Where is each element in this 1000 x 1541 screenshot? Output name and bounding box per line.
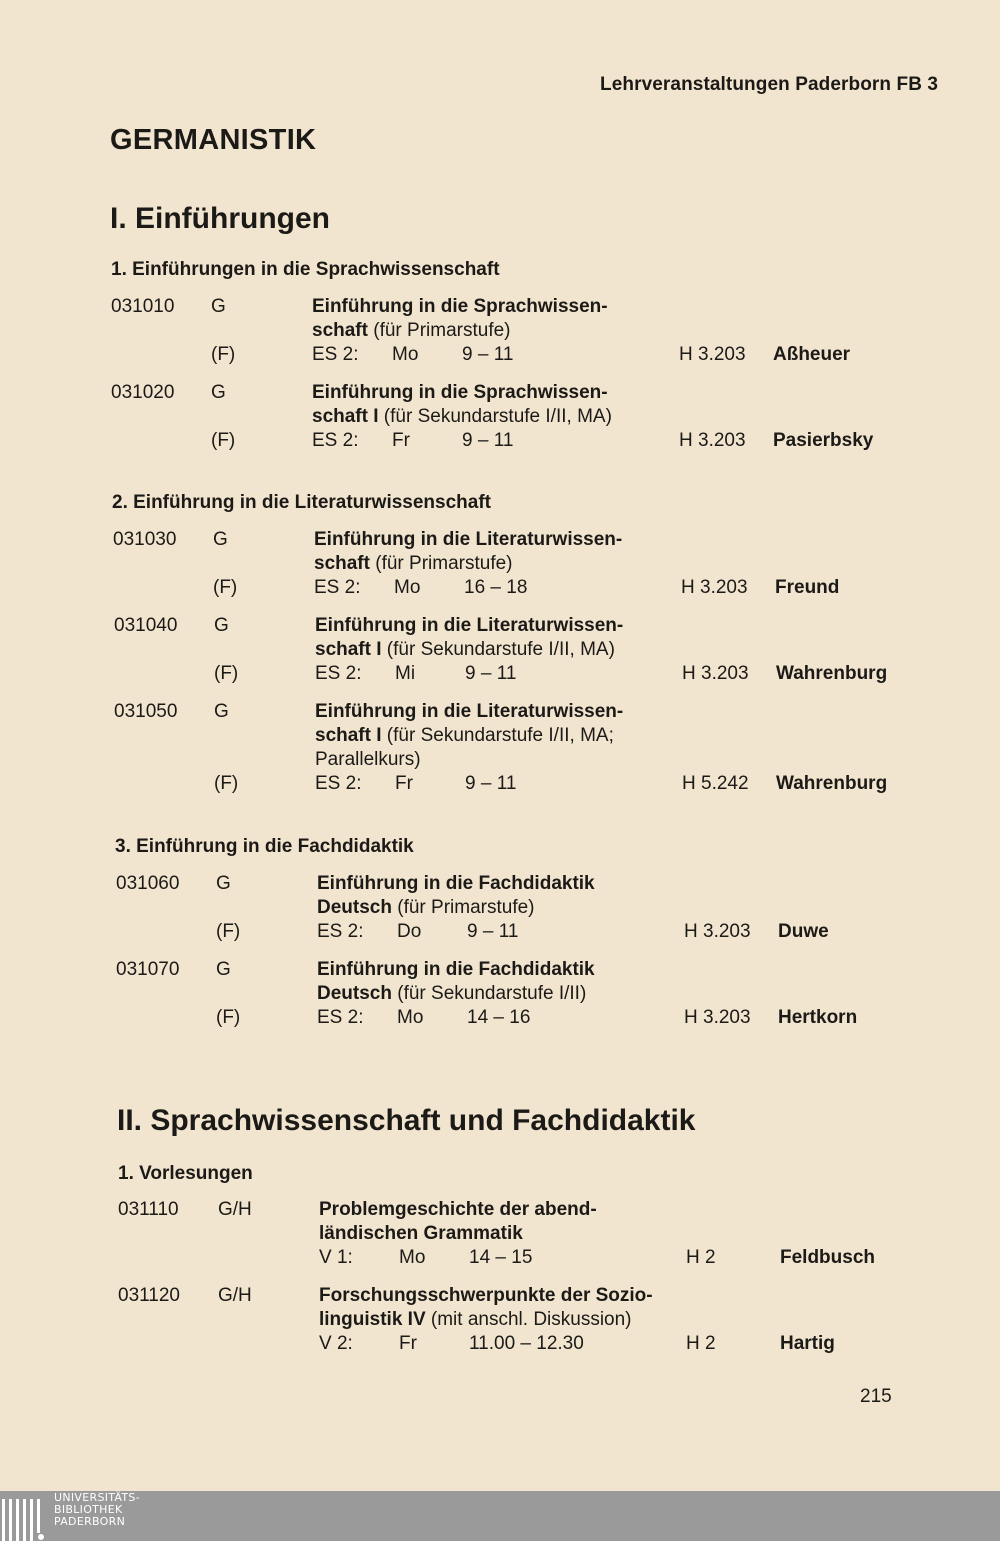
course-entry: [111, 295, 911, 375]
course-type: G: [216, 873, 231, 894]
course-number: 031010: [111, 296, 175, 317]
course-title-line-1: Einführung in die Fachdidaktik: [317, 873, 595, 894]
course-day: Fr: [392, 430, 410, 451]
course-title-line-2: schaft (für Primarstufe): [312, 320, 511, 341]
course-lecturer: Feldbusch: [780, 1247, 876, 1268]
course-lecturer: Freund: [775, 577, 840, 598]
course-lecturer: Pasierbsky: [773, 430, 874, 451]
course-title-line-2: ländischen Grammatik: [319, 1223, 523, 1244]
course-kind: V 2:: [319, 1333, 353, 1354]
course-time: 14 – 15: [469, 1247, 533, 1268]
section-title: 1. Vorlesungen: [118, 1163, 253, 1184]
course-number: 031110: [118, 1199, 179, 1220]
course-number: 031040: [114, 615, 178, 636]
course-type: G: [214, 615, 229, 636]
page-number: 215: [860, 1386, 892, 1407]
course-kind: ES 2:: [315, 663, 362, 684]
course-time: 16 – 18: [464, 577, 528, 598]
course-title-line-1: Einführung in die Literaturwissen-: [314, 529, 623, 550]
course-room: H 2: [686, 1247, 716, 1268]
course-entry: [113, 528, 913, 608]
course-title-line-2: linguistik IV (mit anschl. Diskussion): [319, 1309, 632, 1330]
course-lecturer: Wahrenburg: [776, 663, 888, 684]
library-name-line-1: UNIVERSITÄTS-: [54, 1491, 140, 1504]
course-type: G: [216, 959, 231, 980]
section-title: 1. Einführungen in die Sprachwissenschaft: [111, 259, 500, 280]
course-title-line-2: Deutsch (für Sekundarstufe I/II): [317, 983, 587, 1004]
course-room: H 3.203: [682, 663, 749, 684]
course-time: 9 – 11: [467, 921, 519, 942]
course-entry: [111, 381, 911, 461]
course-format: (F): [214, 663, 239, 684]
course-title-line-2: schaft (für Primarstufe): [314, 553, 513, 574]
course-kind: ES 2:: [317, 921, 364, 942]
course-day: Do: [397, 921, 422, 942]
course-format: (F): [214, 773, 239, 794]
course-lecturer: Hertkorn: [778, 1007, 858, 1028]
course-day: Mo: [394, 577, 421, 598]
course-entry: [116, 958, 916, 1038]
course-day: Mo: [399, 1247, 426, 1268]
course-kind: ES 2:: [312, 430, 359, 451]
course-type: G/H: [218, 1199, 252, 1220]
course-room: H 3.203: [684, 1007, 751, 1028]
course-title-line-2: schaft I (für Sekundarstufe I/II, MA): [312, 406, 612, 427]
course-lecturer: Hartig: [780, 1333, 835, 1354]
course-title-line-1: Forschungsschwerpunkte der Sozio-: [319, 1285, 653, 1306]
course-time: 9 – 11: [462, 344, 514, 365]
course-title-line-1: Einführung in die Fachdidaktik: [317, 959, 595, 980]
course-title-line-1: Einführung in die Literaturwissen-: [315, 701, 624, 722]
course-time: 9 – 11: [465, 663, 517, 684]
course-time: 14 – 16: [467, 1007, 531, 1028]
course-format: (F): [211, 344, 236, 365]
course-lecturer: Aßheuer: [773, 344, 851, 365]
course-format: (F): [211, 430, 236, 451]
course-title-line-1: Einführung in die Literaturwissen-: [315, 615, 624, 636]
course-day: Fr: [395, 773, 413, 794]
course-type: G: [214, 701, 229, 722]
course-title-line-1: Problemgeschichte der abend-: [319, 1199, 597, 1220]
course-room: H 3.203: [679, 430, 746, 451]
course-title-line-1: Einführung in die Sprachwissen-: [312, 296, 608, 317]
course-entry: [114, 700, 914, 804]
course-day: Mo: [397, 1007, 424, 1028]
course-number: 031070: [116, 959, 180, 980]
course-room: H 5.242: [682, 773, 749, 794]
library-name-line-2: BIBLIOTHEK: [54, 1503, 123, 1516]
course-kind: ES 2:: [312, 344, 359, 365]
course-title-line-3: Parallelkurs): [315, 749, 421, 770]
course-lecturer: Wahrenburg: [776, 773, 888, 794]
course-room: H 3.203: [684, 921, 751, 942]
course-time: 9 – 11: [465, 773, 517, 794]
course-number: 031020: [111, 382, 175, 403]
course-number: 031050: [114, 701, 178, 722]
course-room: H 3.203: [679, 344, 746, 365]
library-logo-icon: [2, 1491, 50, 1541]
course-title-line-1: Einführung in die Sprachwissen-: [312, 382, 608, 403]
course-type: G: [211, 296, 226, 317]
course-title-line-2: Deutsch (für Primarstufe): [317, 897, 535, 918]
course-lecturer: Duwe: [778, 921, 829, 942]
library-footer-bar: [0, 1491, 1000, 1541]
course-format: (F): [213, 577, 238, 598]
course-number: 031120: [118, 1285, 180, 1306]
course-number: 031030: [113, 529, 177, 550]
section-title: 2. Einführung in die Literaturwissenschaft: [112, 492, 491, 513]
course-format: (F): [216, 921, 241, 942]
course-format: (F): [216, 1007, 241, 1028]
running-head: Lehrveranstaltungen Paderborn FB 3: [600, 74, 939, 95]
course-type: G/H: [218, 1285, 252, 1306]
section-title: 3. Einführung in die Fachdidaktik: [115, 836, 414, 857]
part-title: I. Einführungen: [110, 202, 330, 235]
library-name-line-3: PADERBORN: [54, 1515, 126, 1528]
course-day: Mi: [395, 663, 416, 684]
course-time: 11.00 – 12.30: [469, 1333, 584, 1354]
course-kind: ES 2:: [314, 577, 361, 598]
course-room: H 2: [686, 1333, 716, 1354]
course-type: G: [213, 529, 228, 550]
course-number: 031060: [116, 873, 180, 894]
course-kind: ES 2:: [315, 773, 362, 794]
course-entry: [118, 1284, 918, 1364]
course-day: Mo: [392, 344, 419, 365]
course-kind: V 1:: [319, 1247, 353, 1268]
course-title-line-2: schaft I (für Sekundarstufe I/II, MA): [315, 639, 615, 660]
course-entry: [114, 614, 914, 694]
course-entry: [118, 1198, 918, 1278]
course-type: G: [211, 382, 226, 403]
course-title-line-2: schaft I (für Sekundarstufe I/II, MA;: [315, 725, 614, 746]
course-time: 9 – 11: [462, 430, 514, 451]
course-entry: [116, 872, 916, 952]
course-room: H 3.203: [681, 577, 748, 598]
course-day: Fr: [399, 1333, 417, 1354]
faculty-title: GERMANISTIK: [110, 124, 317, 156]
course-kind: ES 2:: [317, 1007, 364, 1028]
part-title: II. Sprachwissenschaft und Fachdidaktik: [117, 1104, 696, 1137]
library-name: [54, 1492, 140, 1528]
